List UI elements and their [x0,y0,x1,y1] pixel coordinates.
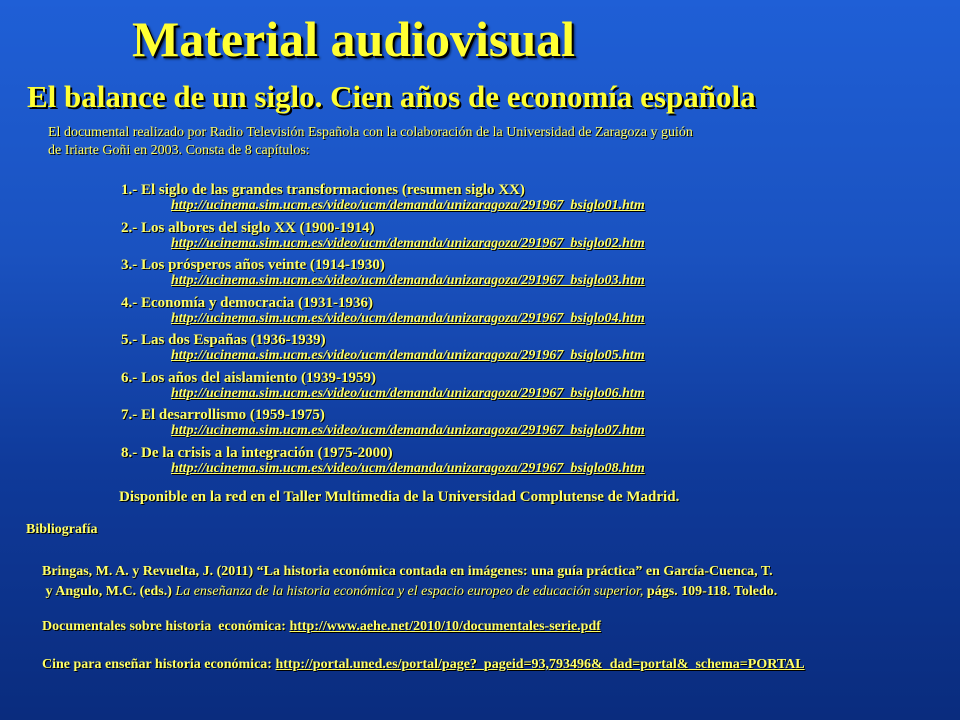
chapter-title: 8.- De la crisis a la integración (1975-2000) [121,444,393,461]
chapter-title: 2.- Los albores del siglo XX (1900-1914) [121,219,375,236]
chapter-item-6 [121,370,821,408]
chapter-title: 3.- Los prósperos años veinte (1914-1930) [121,257,385,273]
chapter-title: 6.- Los años del aislamiento (1939-1959) [121,369,376,386]
chapter-item-7 [121,407,821,445]
reference-pages: págs. 109-118. Toledo. [643,584,778,599]
intro-line-2: de Iriarte Goñi en 2003. Consta de 8 capítulos: [48,143,310,158]
chapter-title: 7.- El desarrollismo (1959-1975) [121,407,325,423]
chapter-title: 1.- El siglo de las grandes transformaciones (resumen siglo XX) [121,182,525,198]
bibliography-reference-3 [42,657,805,673]
reference-label: Cine para enseñar historia económica: [42,657,276,672]
chapter-link[interactable]: http://ucinema.sim.ucm.es/video/ucm/demanda/unizaragoza/291967_bsiglo03.htm [171,273,645,288]
chapter-link[interactable]: http://ucinema.sim.ucm.es/video/ucm/demanda/unizaragoza/291967_bsiglo01.htm [171,198,645,213]
reference-authors: y Angulo, M.C. (eds.) [42,584,176,599]
chapter-title: 4.- Economía y democracia (1931-1936) [121,294,374,311]
slide-title: Material audiovisual [132,11,576,67]
bibliography-reference-2 [42,619,601,635]
chapter-item-3 [121,257,821,295]
chapter-item-8 [121,445,821,483]
bibliography-heading: Bibliografía [26,522,98,537]
chapter-link[interactable]: http://ucinema.sim.ucm.es/video/ucm/demanda/unizaragoza/291967_bsiglo06.htm [171,385,645,401]
chapter-link[interactable]: http://ucinema.sim.ucm.es/video/ucm/demanda/unizaragoza/291967_bsiglo08.htm [171,460,645,476]
bibliography-reference-1 [42,562,777,602]
chapter-item-5 [121,332,821,370]
reference-label: Documentales sobre historia económica: [42,619,290,634]
intro-paragraph [48,124,828,160]
reference-line-1: Bringas, M. A. y Revuelta, J. (2011) “La historia económica contada en imágenes: una guía práctica” en García-Cuenca, T. [42,564,773,579]
chapter-link[interactable]: http://ucinema.sim.ucm.es/video/ucm/demanda/unizaragoza/291967_bsiglo05.htm [171,348,645,363]
chapter-link[interactable]: http://ucinema.sim.ucm.es/video/ucm/demanda/unizaragoza/291967_bsiglo07.htm [171,423,645,438]
chapter-link[interactable]: http://ucinema.sim.ucm.es/video/ucm/demanda/unizaragoza/291967_bsiglo02.htm [171,235,645,251]
reference-book-title: La enseñanza de la historia económica y el espacio europeo de educación superior, [175,584,644,599]
slide-subtitle: El balance de un siglo. Cien años de economía española [27,79,756,114]
cinema-link[interactable]: http://portal.uned.es/portal/page?_pageid=93,793496&_dad=portal&_schema=PORTAL [275,657,805,672]
documentaries-link[interactable]: http://www.aehe.net/2010/10/documentales-serie.pdf [289,619,601,634]
chapter-item-1 [121,182,821,220]
availability-note: Disponible en la red en el Taller Multimedia de la Universidad Complutense de Madrid. [119,489,680,505]
chapter-list [121,182,821,482]
intro-line-1: El documental realizado por Radio Televisión Española con la colaboración de la Universidad de Zaragoza y guión [48,125,693,140]
chapter-item-4 [121,295,821,333]
chapter-item-2 [121,220,821,258]
reference-line-2 [42,582,777,602]
chapter-link[interactable]: http://ucinema.sim.ucm.es/video/ucm/demanda/unizaragoza/291967_bsiglo04.htm [171,310,645,326]
chapter-title: 5.- Las dos Españas (1936-1939) [121,332,326,348]
